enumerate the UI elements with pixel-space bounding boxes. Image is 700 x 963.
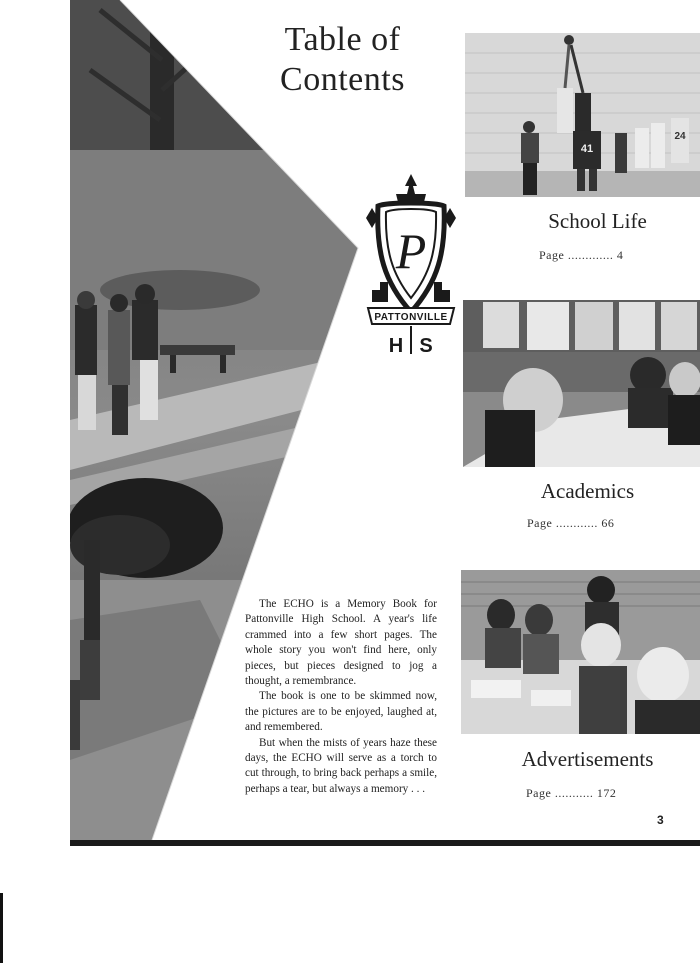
classroom-photo	[463, 300, 700, 467]
cafeteria-photo	[461, 570, 700, 734]
jersey-number-2: 24	[674, 131, 686, 142]
bottom-rule	[70, 840, 700, 846]
emblem-banner-text: PATTONVILLE	[374, 312, 448, 323]
emblem-initial-h: H	[388, 335, 404, 356]
emblem-initial-s: S	[419, 335, 433, 356]
page-title	[250, 20, 435, 100]
basketball-photo	[465, 33, 700, 197]
section-title-advertisements: Advertisements	[521, 747, 654, 771]
intro-paragraph: The ECHO is a Memory Book for Pattonville High School. A year's life crammed into a few short pages. The whole story you won't find here, only pieces, but pieces designed to jog a thought, a remembrance.	[245, 598, 437, 688]
section-page-academics: Page ............ 66	[527, 516, 615, 530]
title-line-2: Contents	[280, 61, 405, 98]
intro-text	[245, 597, 437, 797]
section-page-school-life: Page ............. 4	[539, 248, 624, 262]
section-title-academics: Academics	[540, 479, 635, 503]
jersey-number: 41	[580, 143, 594, 155]
emblem-letter: P	[395, 223, 427, 279]
section-title-school-life: School Life	[548, 209, 647, 233]
page-gutter	[0, 0, 70, 848]
title-line-1: Table of	[284, 21, 401, 58]
page-number: 3	[657, 813, 664, 827]
intro-paragraph: The book is one to be skimmed now, the pictures are to be enjoyed, laughed at, and remembered.	[245, 690, 437, 734]
scan-margin-mark	[0, 893, 3, 963]
section-page-advertisements: Page ........... 172	[526, 786, 617, 800]
pattonville-emblem	[366, 172, 456, 356]
intro-paragraph: But when the mists of years haze these days, the ECHO will serve as a torch to cut through, to bring back perhaps a smile, perhaps a tear, but always a memory . . .	[245, 736, 437, 795]
